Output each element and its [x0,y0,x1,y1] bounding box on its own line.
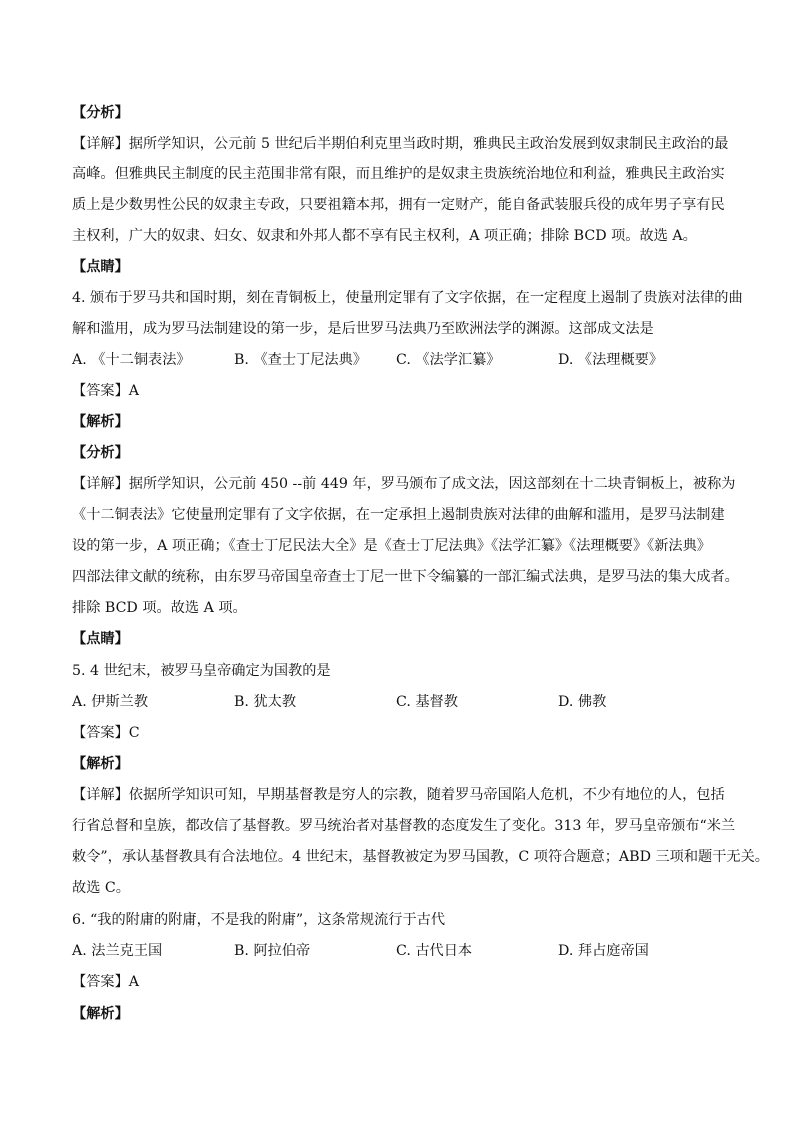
question-6-stem: 6. “我的附庸的附庸，不是我的附庸”，这条常规流行于古代 [72,912,446,928]
analysis-heading: 【分析】 [72,105,129,121]
detail-line: 敕令”，承认基督教具有合法地位。4 世纪末，基督教被定为罗马国教，C 项符合题意；ABD 三项和题干无关。 [72,849,769,865]
question-5-options [72,692,724,712]
option-b: B. 《查士丁尼法典》 [234,352,367,368]
analysis-heading: 【分析】 [72,445,129,461]
option-b: B. 阿拉伯帝 [234,943,311,959]
answer-line: 【答案】A [72,383,139,399]
explanation-heading: 【解析】 [72,756,129,772]
comment-heading: 【点睛】 [72,631,129,647]
option-c: C. 基督教 [396,694,458,710]
question-4-stem: 解和滥用，成为罗马法制建设的第一步，是后世罗马法典乃至欧洲法学的渊源。这部成文法是 [72,321,654,337]
option-c: C. 《法学汇纂》 [396,352,501,368]
detail-line: 【详解】依据所学知识可知，早期基督教是穷人的宗教，随着罗马帝国陷人危机，不少有地位的人，包括 [72,787,725,803]
answer-line: 【答案】A [72,974,139,990]
explanation-heading: 【解析】 [72,414,129,430]
question-4-options [72,350,724,370]
detail-line: 高峰。但雅典民主制度的民主范围非常有限，而且维护的是奴隶主贵族统治地位和利益，雅典民主政治实 [72,166,725,182]
detail-line: 主权利，广大的奴隶、妇女、奴隶和外邦人都不享有民主权利，A 项正确；排除 BCD 项。故选 A。 [72,228,697,244]
detail-line: 《十二铜表法》它使量刑定罪有了文字依据，在一定承担上遏制贵族对法律的曲解和滥用，是罗马法制建 [72,507,725,523]
answer-line: 【答案】C [72,725,140,741]
option-d: D. 《法理概要》 [558,352,664,368]
option-d: D. 拜占庭帝国 [558,943,649,959]
question-5-stem: 5. 4 世纪末，被罗马皇帝确定为国教的是 [72,663,331,679]
option-a: A. 伊斯兰教 [72,694,149,710]
option-a: A. 法兰克王国 [72,943,163,959]
option-c: C. 古代日本 [396,943,473,959]
option-d: D. 佛教 [558,694,607,710]
explanation-heading: 【解析】 [72,1006,129,1022]
detail-line: 【详解】据所学知识，公元前 450 --前 449 年，罗马颁布了成文法，因这部刻在十二块青铜板上，被称为 [72,476,736,492]
question-4-stem: 4. 颁布于罗马共和国时期，刻在青铜板上，使量刑定罪有了文字依据，在一定程度上遏制了贵族对法律的曲 [72,290,743,306]
comment-heading: 【点睛】 [72,259,129,275]
detail-line: 【详解】据所学知识，公元前 5 世纪后半期伯利克里当政时期，雅典民主政治发展到奴隶制民主政治的最 [72,136,729,152]
detail-line: 质上是少数男性公民的奴隶主专政，只要祖籍本邦，拥有一定财产，能自备武装服兵役的成年男子享有民 [72,197,725,213]
detail-line: 行省总督和皇族，都改信了基督教。罗马统治者对基督教的态度发生了变化。313 年，罗马皇帝颁布“米兰 [72,818,736,834]
detail-line: 排除 BCD 项。故选 A 项。 [72,600,247,616]
detail-line: 故选 C。 [72,880,130,896]
detail-line: 设的第一步，A 项正确；《查士丁尼民法大全》是《查士丁尼法典》《法学汇纂》《法理概要》《新法典》 [72,538,711,554]
option-b: B. 犹太教 [234,694,297,710]
detail-line: 四部法律文献的统称，由东罗马帝国皇帝查士丁尼一世下令编纂的一部汇编式法典，是罗马法的集大成者。 [72,569,739,585]
question-6-options [72,941,724,961]
option-a: A. 《十二铜表法》 [72,352,191,368]
